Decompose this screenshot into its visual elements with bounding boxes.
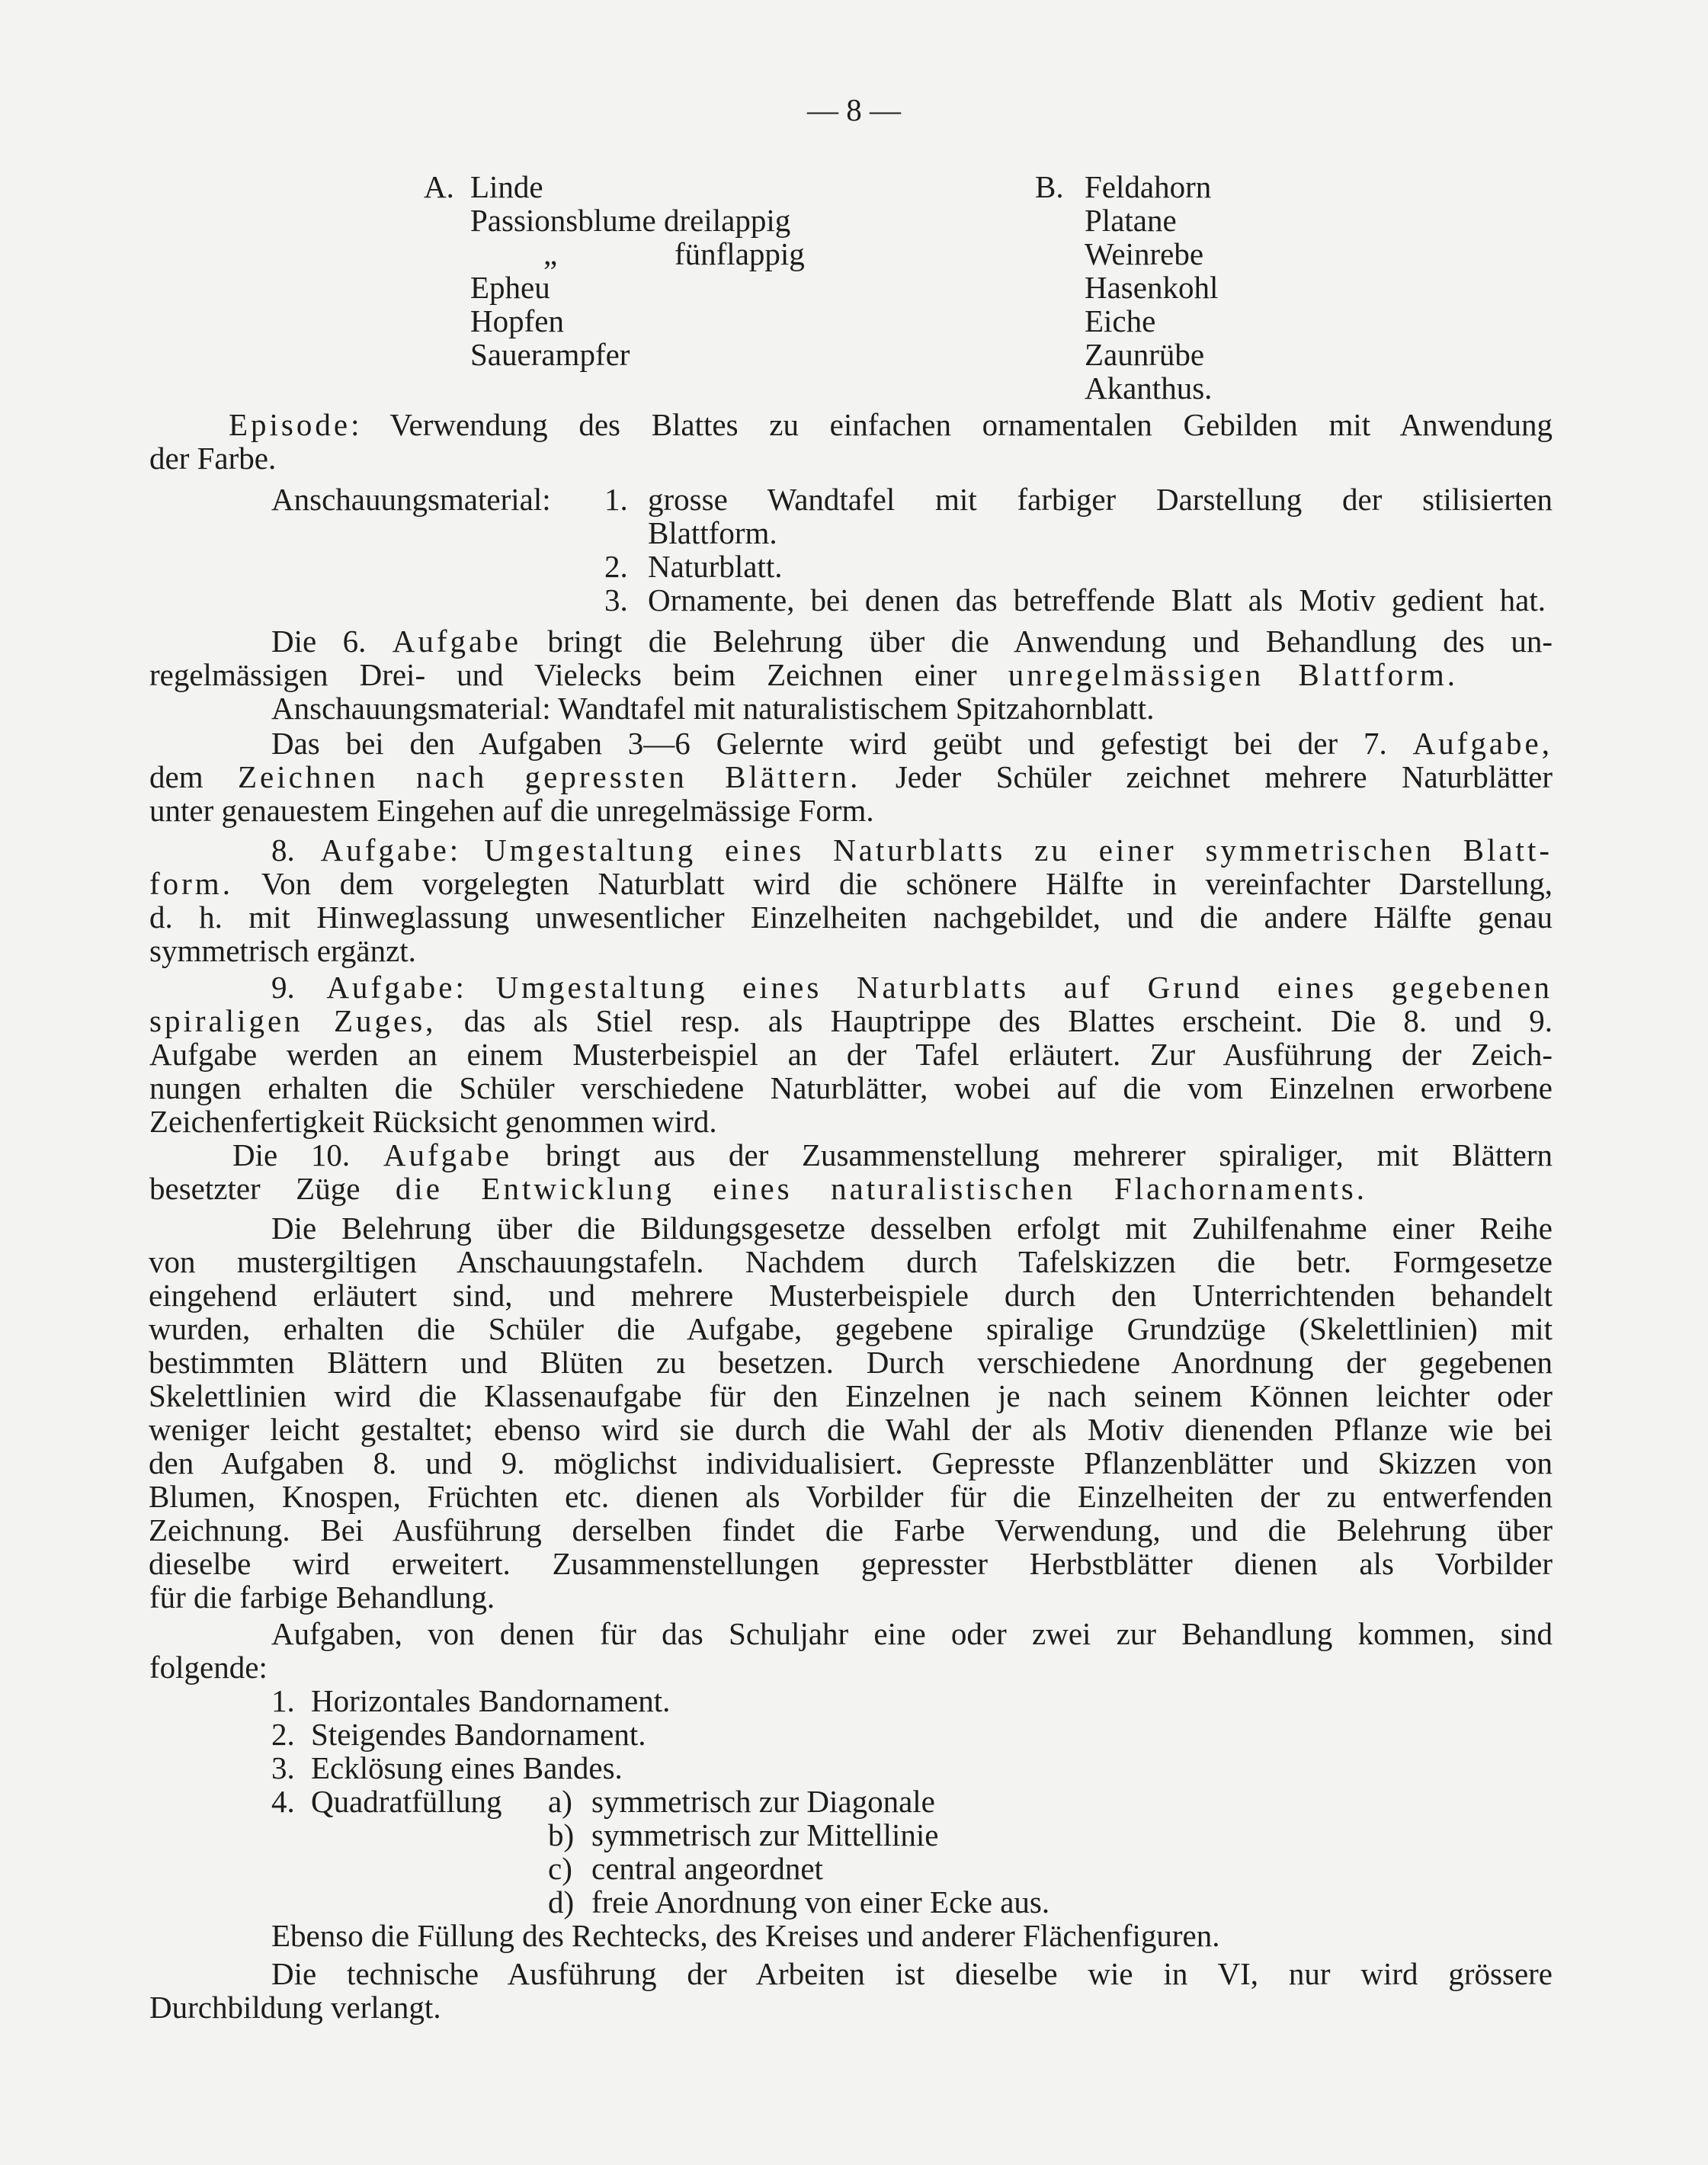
material-number: 3. (604, 582, 628, 617)
task-item: Horizontales Bandornament. (311, 1683, 671, 1718)
paragraph-line: von mustergiltigen Anschauungstafeln. Nachdem durch Tafelskizzen die betr. Formgesetze (149, 1244, 1553, 1279)
ditto-mark: „ (543, 236, 558, 271)
task-number: 2. (271, 1717, 295, 1752)
col-b-item: Zaunrübe (1085, 337, 1205, 372)
paragraph-line: Zeichenfertigkeit Rücksicht genommen wird. (149, 1104, 717, 1139)
task-item: Ecklösung eines Bandes. (311, 1750, 623, 1785)
subtask-letter: c) (548, 1851, 572, 1886)
paragraph-line: besetzter Züge die Entwicklung eines naturalistischen Flachornaments. (149, 1171, 1367, 1206)
paragraph-line: d. h. mit Hinweglassung unwesentlicher Einzelheiten nachgebildet, und die andere Hälfte genau (149, 900, 1553, 935)
paragraph-line: Ebenso die Füllung des Rechtecks, des Kreises und anderer Flächenfiguren. (271, 1918, 1220, 1953)
col-a-item: Sauerampfer (470, 337, 630, 372)
paragraph-line: den Aufgaben 8. und 9. möglichst individualisiert. Gepresste Pflanzenblätter und Skizzen von (149, 1445, 1553, 1480)
paragraph-line: spiraligen Zuges, das als Stiel resp. als Hauptrippe des Blattes erscheint. Die 8. und 9. (149, 1003, 1553, 1038)
col-b-item: Feldahorn (1085, 169, 1212, 204)
subtask-item: symmetrisch zur Mittellinie (591, 1817, 939, 1852)
col-a-item: Epheu (470, 270, 550, 305)
paragraph-line: bestimmten Blättern und Blüten zu besetzen. Durch verschiedene Anordnung der gegebenen (149, 1345, 1553, 1380)
paragraph-line: Die technische Ausführung der Arbeiten ist dieselbe wie in VI, nur wird grössere (271, 1956, 1553, 1991)
task-number: 3. (271, 1750, 295, 1785)
paragraph-line: unter genauestem Eingehen auf die unregelmässige Form. (149, 793, 874, 828)
paragraph-line: dem Zeichnen nach gepressten Blättern. Jeder Schüler zeichnet mehrere Naturblätter (149, 759, 1553, 794)
col-b-item: Hasenkohl (1085, 270, 1219, 305)
material-number: 1. (604, 482, 628, 517)
paragraph-line: regelmässigen Drei- und Vielecks beim Zeichnen einer unregelmässigen Blattform. (149, 657, 1459, 692)
paragraph-line: folgende: (149, 1650, 268, 1685)
subtask-item: symmetrisch zur Diagonale (591, 1784, 935, 1819)
col-a-item: Linde (470, 169, 543, 204)
paragraph-line: weniger leicht gestaltet; ebenso wird sie durch die Wahl der als Motiv dienenden Pflanze wie bei (149, 1412, 1553, 1447)
paragraph-line: 9. Aufgabe: Umgestaltung eines Naturblatts auf Grund eines gegebenen (271, 970, 1553, 1005)
task-item: Steigendes Bandornament. (311, 1717, 646, 1752)
subtask-item: freie Anordnung von einer Ecke aus. (591, 1884, 1050, 1920)
paragraph-line: für die farbige Behandlung. (149, 1580, 495, 1615)
subtask-letter: b) (548, 1817, 575, 1852)
col-a-item: Passionsblume dreilappig (470, 203, 791, 238)
material-label: Anschauungsmaterial: (271, 482, 551, 517)
paragraph-line: form. Von dem vorgelegten Naturblatt wird die schönere Hälfte in vereinfachter Darstellung, (149, 866, 1553, 901)
paragraph-line: Das bei den Aufgaben 3—6 Gelernte wird geübt und gefestigt bei der 7. Aufgabe, (271, 726, 1553, 761)
episode-line: Episode: Verwendung des Blattes zu einfachen ornamentalen Gebilden mit Anwendung (229, 407, 1553, 442)
paragraph-line: symmetrisch ergänzt. (149, 933, 416, 968)
col-a-item: fünflappig (675, 236, 805, 271)
col-a-letter: A. (424, 169, 454, 204)
col-a-item: Hopfen (470, 303, 564, 338)
page-number: — 8 — (807, 92, 901, 127)
paragraph-line: Die 6. Aufgabe bringt die Belehrung über die Anwendung und Behandlung des un- (271, 624, 1553, 659)
material-item: Blattform. (648, 515, 777, 550)
col-b-item: Weinrebe (1085, 236, 1204, 271)
material-item: Ornamente, bei denen das betreffende Blatt als Motiv gedient hat. (648, 582, 1546, 617)
subtask-item: central angeordnet (591, 1851, 823, 1886)
paragraph-line: Die 10. Aufgabe bringt aus der Zusammenstellung mehrerer spiraliger, mit Blättern (232, 1137, 1553, 1172)
paragraph-line: Blumen, Knospen, Früchten etc. dienen als Vorbilder für die Einzelheiten der zu entwerfenden (149, 1479, 1553, 1514)
paragraph-line: dieselbe wird erweitert. Zusammenstellungen gepresster Herbstblätter dienen als Vorbilder (149, 1546, 1553, 1581)
paragraph-line: eingehend erläutert sind, und mehrere Musterbeispiele durch den Unterrichtenden behandelt (149, 1278, 1553, 1313)
paragraph-line: Aufgaben, von denen für das Schuljahr eine oder zwei zur Behandlung kommen, sind (271, 1616, 1553, 1651)
paragraph-line: nungen erhalten die Schüler verschiedene Naturblätter, wobei auf die vom Einzelnen erworbene (149, 1070, 1553, 1105)
subtask-letter: d) (548, 1884, 575, 1920)
task-item: Quadratfüllung (311, 1784, 502, 1819)
col-b-item: Eiche (1085, 303, 1156, 338)
episode-line: der Farbe. (149, 441, 277, 476)
paragraph-line: Die Belehrung über die Bildungsgesetze desselben erfolgt mit Zuhilfenahme einer Reihe (271, 1211, 1553, 1246)
episode-label: Episode (229, 407, 351, 442)
subtask-letter: a) (548, 1784, 572, 1819)
paragraph-line: Durchbildung verlangt. (149, 1990, 441, 2025)
col-b-letter: B. (1035, 169, 1064, 204)
task-number: 1. (271, 1683, 295, 1718)
paragraph-line: Aufgabe werden an einem Musterbeispiel an der Tafel erläutert. Zur Ausführung der Zeich- (149, 1037, 1553, 1072)
paragraph-line: Anschauungsmaterial: Wandtafel mit naturalistischem Spitzahornblatt. (271, 691, 1155, 726)
col-b-item: Platane (1085, 203, 1177, 238)
material-item: grosse Wandtafel mit farbiger Darstellung der stilisierten (648, 482, 1553, 517)
material-number: 2. (604, 549, 628, 584)
paragraph-line: Skelettlinien wird die Klassenaufgabe für den Einzelnen je nach seinem Können leichter oder (149, 1378, 1553, 1413)
material-item: Naturblatt. (648, 549, 783, 584)
paragraph-line: wurden, erhalten die Schüler die Aufgabe, gegebene spiralige Grundzüge (Skelettlinien) mit (149, 1311, 1553, 1346)
col-b-item: Akanthus. (1085, 370, 1213, 406)
paragraph-line: Zeichnung. Bei Ausführung derselben findet die Farbe Verwendung, und die Belehrung über (149, 1512, 1553, 1548)
task-number: 4. (271, 1784, 295, 1819)
paragraph-line: 8. Aufgabe: Umgestaltung eines Naturblatts zu einer symmetrischen Blatt- (271, 832, 1553, 868)
